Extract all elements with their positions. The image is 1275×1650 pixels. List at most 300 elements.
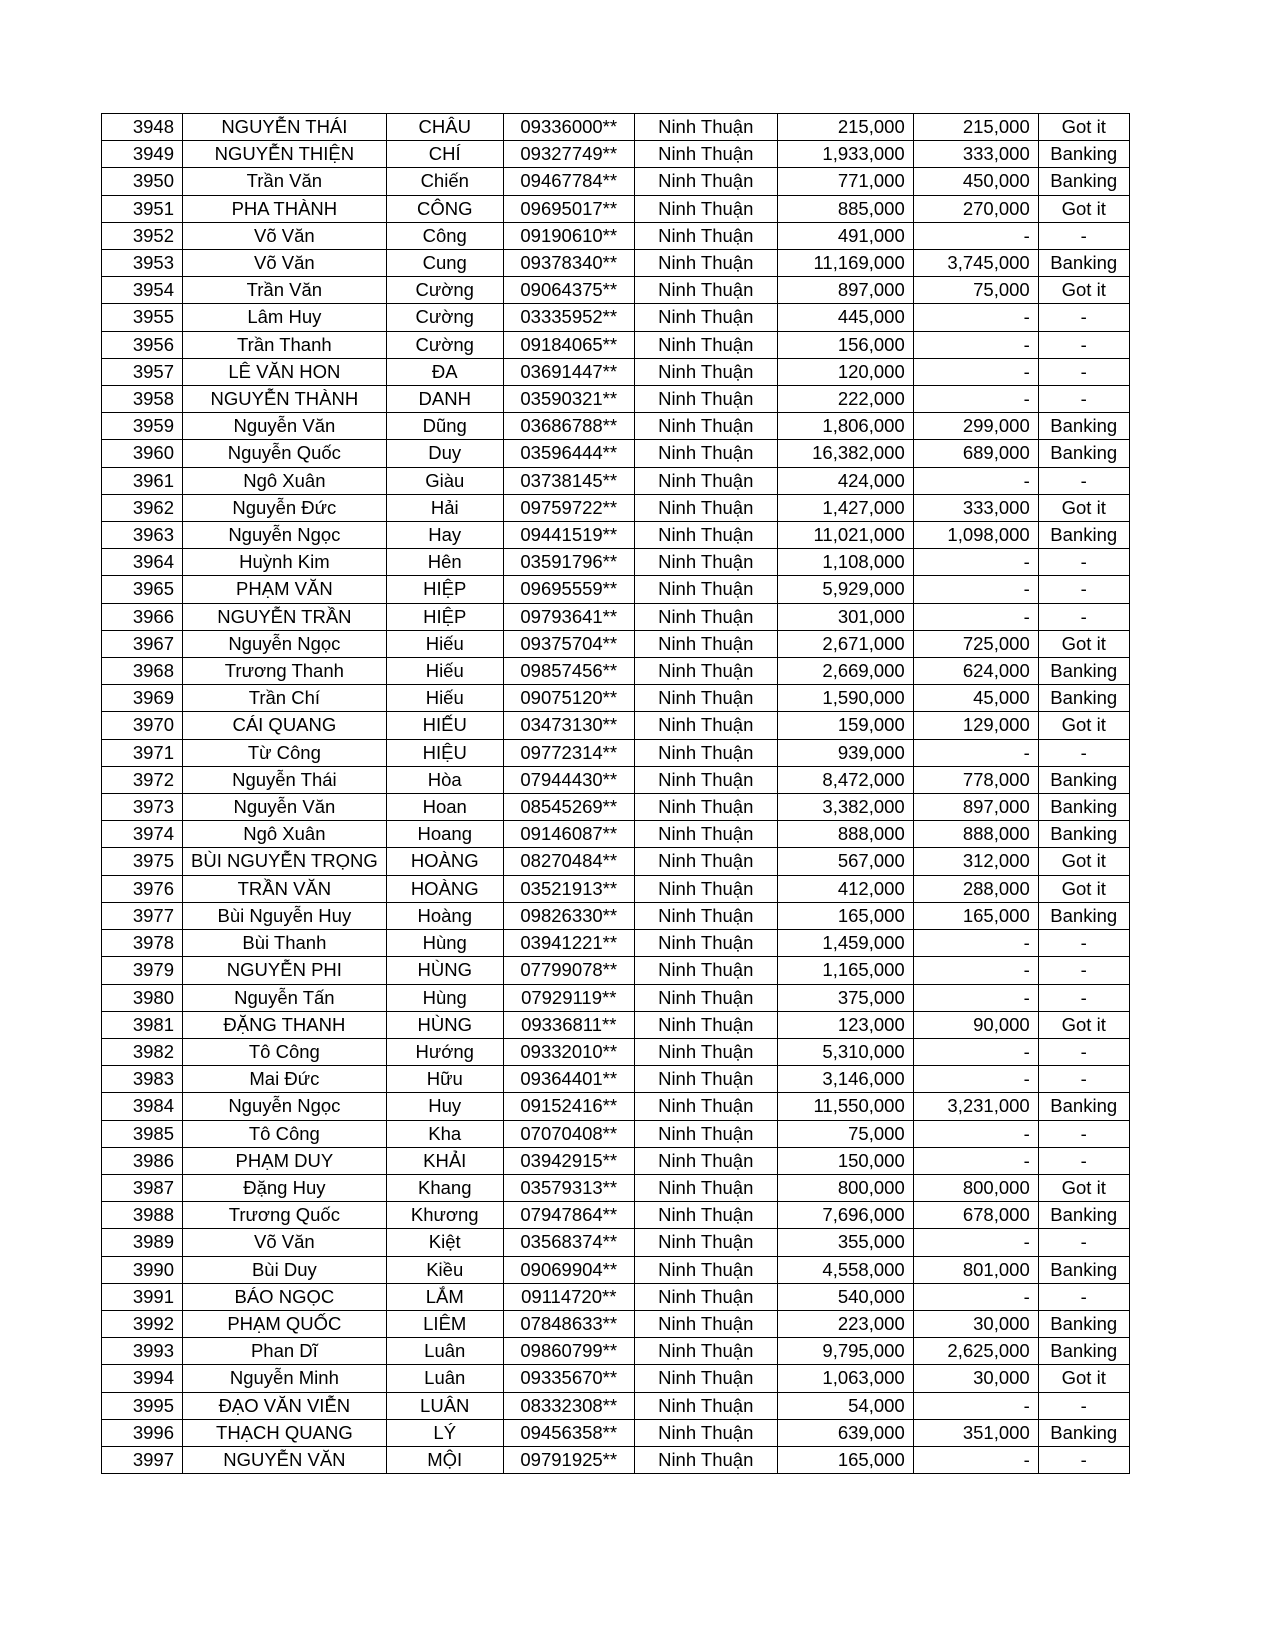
cell-phone: 09695017**: [503, 195, 634, 222]
cell-province: Ninh Thuận: [634, 1093, 777, 1120]
cell-total-amount: 412,000: [777, 875, 913, 902]
cell-payment-method: -: [1038, 957, 1129, 984]
cell-paid-amount: -: [913, 331, 1038, 358]
cell-total-amount: 223,000: [777, 1310, 913, 1337]
cell-phone: 09336000**: [503, 114, 634, 141]
cell-paid-amount: 312,000: [913, 848, 1038, 875]
cell-province: Ninh Thuận: [634, 685, 777, 712]
cell-paid-amount: 288,000: [913, 875, 1038, 902]
table-row: [102, 114, 1130, 141]
table-row: [102, 875, 1130, 902]
cell-phone: 03579313**: [503, 1174, 634, 1201]
cell-last-name: TRẦN VĂN: [183, 875, 387, 902]
cell-province: Ninh Thuận: [634, 522, 777, 549]
cell-id: 3957: [102, 358, 183, 385]
cell-paid-amount: -: [913, 1392, 1038, 1419]
cell-first-name: Giàu: [386, 467, 503, 494]
cell-first-name: Khang: [386, 1174, 503, 1201]
cell-total-amount: 156,000: [777, 331, 913, 358]
cell-paid-amount: 333,000: [913, 494, 1038, 521]
cell-payment-method: Got it: [1038, 195, 1129, 222]
cell-first-name: Kiệt: [386, 1229, 503, 1256]
cell-phone: 07944430**: [503, 766, 634, 793]
cell-province: Ninh Thuận: [634, 1066, 777, 1093]
cell-paid-amount: -: [913, 1038, 1038, 1065]
cell-payment-method: Got it: [1038, 1174, 1129, 1201]
cell-total-amount: 123,000: [777, 1011, 913, 1038]
cell-phone: 09378340**: [503, 250, 634, 277]
cell-last-name: Nguyễn Minh: [183, 1365, 387, 1392]
cell-last-name: Trần Văn: [183, 168, 387, 195]
cell-last-name: Nguyễn Quốc: [183, 440, 387, 467]
cell-phone: 03568374**: [503, 1229, 634, 1256]
cell-first-name: Hay: [386, 522, 503, 549]
cell-province: Ninh Thuận: [634, 930, 777, 957]
cell-id: 3974: [102, 821, 183, 848]
cell-id: 3990: [102, 1256, 183, 1283]
cell-total-amount: 5,310,000: [777, 1038, 913, 1065]
cell-province: Ninh Thuận: [634, 1419, 777, 1446]
cell-first-name: Luân: [386, 1365, 503, 1392]
cell-id: 3970: [102, 712, 183, 739]
table-row: [102, 168, 1130, 195]
cell-last-name: Nguyễn Thái: [183, 766, 387, 793]
cell-last-name: Nguyễn Ngọc: [183, 522, 387, 549]
cell-last-name: Nguyễn Đức: [183, 494, 387, 521]
cell-total-amount: 1,427,000: [777, 494, 913, 521]
cell-total-amount: 1,933,000: [777, 141, 913, 168]
cell-id: 3994: [102, 1365, 183, 1392]
cell-payment-method: Banking: [1038, 1202, 1129, 1229]
cell-first-name: Hên: [386, 549, 503, 576]
cell-phone: 09772314**: [503, 739, 634, 766]
cell-phone: 09069904**: [503, 1256, 634, 1283]
table-row: [102, 1202, 1130, 1229]
cell-first-name: Huy: [386, 1093, 503, 1120]
cell-first-name: HOÀNG: [386, 875, 503, 902]
table-row: [102, 1419, 1130, 1446]
cell-payment-method: Got it: [1038, 1365, 1129, 1392]
cell-last-name: Từ Công: [183, 739, 387, 766]
cell-phone: 03335952**: [503, 304, 634, 331]
cell-payment-method: Got it: [1038, 1011, 1129, 1038]
cell-total-amount: 11,550,000: [777, 1093, 913, 1120]
cell-total-amount: 165,000: [777, 902, 913, 929]
table-row: [102, 467, 1130, 494]
cell-id: 3949: [102, 141, 183, 168]
cell-total-amount: 375,000: [777, 984, 913, 1011]
cell-province: Ninh Thuận: [634, 848, 777, 875]
cell-total-amount: 540,000: [777, 1283, 913, 1310]
cell-payment-method: Banking: [1038, 794, 1129, 821]
cell-phone: 09375704**: [503, 630, 634, 657]
cell-last-name: Bùi Thanh: [183, 930, 387, 957]
cell-province: Ninh Thuận: [634, 1202, 777, 1229]
table-row: [102, 712, 1130, 739]
cell-paid-amount: 30,000: [913, 1365, 1038, 1392]
cell-total-amount: 165,000: [777, 1446, 913, 1473]
cell-phone: 03521913**: [503, 875, 634, 902]
cell-first-name: Hoang: [386, 821, 503, 848]
cell-phone: 07799078**: [503, 957, 634, 984]
cell-payment-method: -: [1038, 1066, 1129, 1093]
cell-id: 3962: [102, 494, 183, 521]
cell-phone: 03590321**: [503, 386, 634, 413]
cell-phone: 09759722**: [503, 494, 634, 521]
cell-first-name: LÝ: [386, 1419, 503, 1446]
cell-province: Ninh Thuận: [634, 1229, 777, 1256]
cell-id: 3958: [102, 386, 183, 413]
cell-payment-method: -: [1038, 304, 1129, 331]
cell-first-name: Hiếu: [386, 685, 503, 712]
cell-last-name: PHẠM QUỐC: [183, 1310, 387, 1337]
cell-paid-amount: -: [913, 222, 1038, 249]
cell-province: Ninh Thuận: [634, 168, 777, 195]
cell-last-name: ĐẶNG THANH: [183, 1011, 387, 1038]
cell-province: Ninh Thuận: [634, 902, 777, 929]
cell-paid-amount: 3,745,000: [913, 250, 1038, 277]
cell-total-amount: 491,000: [777, 222, 913, 249]
cell-last-name: Trần Chí: [183, 685, 387, 712]
cell-id: 3964: [102, 549, 183, 576]
table-row: [102, 739, 1130, 766]
cell-last-name: Huỳnh Kim: [183, 549, 387, 576]
cell-id: 3959: [102, 413, 183, 440]
cell-last-name: Bùi Duy: [183, 1256, 387, 1283]
cell-total-amount: 1,063,000: [777, 1365, 913, 1392]
cell-last-name: Ngô Xuân: [183, 467, 387, 494]
cell-first-name: Hoan: [386, 794, 503, 821]
cell-phone: 03686788**: [503, 413, 634, 440]
cell-id: 3972: [102, 766, 183, 793]
table-row: [102, 195, 1130, 222]
table-row: [102, 957, 1130, 984]
cell-province: Ninh Thuận: [634, 494, 777, 521]
cell-last-name: Lâm Huy: [183, 304, 387, 331]
cell-last-name: Tô Công: [183, 1038, 387, 1065]
cell-province: Ninh Thuận: [634, 1256, 777, 1283]
cell-payment-method: Banking: [1038, 250, 1129, 277]
cell-province: Ninh Thuận: [634, 1011, 777, 1038]
cell-payment-method: -: [1038, 1038, 1129, 1065]
cell-paid-amount: 725,000: [913, 630, 1038, 657]
cell-total-amount: 567,000: [777, 848, 913, 875]
cell-first-name: HOÀNG: [386, 848, 503, 875]
cell-paid-amount: 897,000: [913, 794, 1038, 821]
cell-id: 3985: [102, 1120, 183, 1147]
cell-paid-amount: 129,000: [913, 712, 1038, 739]
cell-last-name: Ngô Xuân: [183, 821, 387, 848]
cell-id: 3996: [102, 1419, 183, 1446]
cell-phone: 03942915**: [503, 1147, 634, 1174]
cell-phone: 07848633**: [503, 1310, 634, 1337]
cell-payment-method: Got it: [1038, 114, 1129, 141]
cell-total-amount: 150,000: [777, 1147, 913, 1174]
cell-last-name: PHẠM DUY: [183, 1147, 387, 1174]
cell-total-amount: 445,000: [777, 304, 913, 331]
cell-first-name: Hướng: [386, 1038, 503, 1065]
cell-phone: 03473130**: [503, 712, 634, 739]
cell-id: 3976: [102, 875, 183, 902]
table-row: [102, 1446, 1130, 1473]
cell-province: Ninh Thuận: [634, 358, 777, 385]
cell-province: Ninh Thuận: [634, 549, 777, 576]
table-row: [102, 440, 1130, 467]
cell-payment-method: -: [1038, 1229, 1129, 1256]
cell-payment-method: -: [1038, 1120, 1129, 1147]
cell-payment-method: Banking: [1038, 766, 1129, 793]
cell-payment-method: Banking: [1038, 1338, 1129, 1365]
cell-total-amount: 75,000: [777, 1120, 913, 1147]
cell-last-name: Võ Văn: [183, 222, 387, 249]
cell-province: Ninh Thuận: [634, 1310, 777, 1337]
cell-last-name: Mai Đức: [183, 1066, 387, 1093]
cell-paid-amount: -: [913, 957, 1038, 984]
cell-paid-amount: 1,098,000: [913, 522, 1038, 549]
cell-payment-method: -: [1038, 930, 1129, 957]
cell-province: Ninh Thuận: [634, 1038, 777, 1065]
cell-first-name: Hùng: [386, 930, 503, 957]
cell-phone: 09064375**: [503, 277, 634, 304]
cell-id: 3963: [102, 522, 183, 549]
cell-last-name: NGUYỄN PHI: [183, 957, 387, 984]
cell-province: Ninh Thuận: [634, 712, 777, 739]
cell-total-amount: 11,021,000: [777, 522, 913, 549]
cell-id: 3955: [102, 304, 183, 331]
cell-total-amount: 939,000: [777, 739, 913, 766]
cell-id: 3975: [102, 848, 183, 875]
table-row: [102, 494, 1130, 521]
cell-first-name: Dũng: [386, 413, 503, 440]
cell-payment-method: Banking: [1038, 1256, 1129, 1283]
cell-province: Ninh Thuận: [634, 304, 777, 331]
cell-paid-amount: -: [913, 358, 1038, 385]
cell-phone: 07929119**: [503, 984, 634, 1011]
cell-phone: 09441519**: [503, 522, 634, 549]
cell-first-name: Hoàng: [386, 902, 503, 929]
cell-province: Ninh Thuận: [634, 875, 777, 902]
cell-province: Ninh Thuận: [634, 1147, 777, 1174]
cell-paid-amount: -: [913, 386, 1038, 413]
table-row: [102, 1174, 1130, 1201]
cell-phone: 09184065**: [503, 331, 634, 358]
cell-total-amount: 54,000: [777, 1392, 913, 1419]
cell-first-name: DANH: [386, 386, 503, 413]
table-row: [102, 1283, 1130, 1310]
cell-province: Ninh Thuận: [634, 195, 777, 222]
cell-total-amount: 3,382,000: [777, 794, 913, 821]
table-row: [102, 603, 1130, 630]
cell-province: Ninh Thuận: [634, 331, 777, 358]
cell-total-amount: 8,472,000: [777, 766, 913, 793]
cell-first-name: Hữu: [386, 1066, 503, 1093]
cell-last-name: THẠCH QUANG: [183, 1419, 387, 1446]
cell-paid-amount: -: [913, 603, 1038, 630]
cell-total-amount: 159,000: [777, 712, 913, 739]
table-row: [102, 1338, 1130, 1365]
cell-paid-amount: 801,000: [913, 1256, 1038, 1283]
cell-province: Ninh Thuận: [634, 1392, 777, 1419]
cell-first-name: Khương: [386, 1202, 503, 1229]
cell-first-name: Kha: [386, 1120, 503, 1147]
cell-last-name: NGUYỄN THIỆN: [183, 141, 387, 168]
table-row: [102, 304, 1130, 331]
cell-total-amount: 9,795,000: [777, 1338, 913, 1365]
cell-phone: 09860799**: [503, 1338, 634, 1365]
cell-payment-method: -: [1038, 549, 1129, 576]
cell-total-amount: 355,000: [777, 1229, 913, 1256]
cell-payment-method: Got it: [1038, 848, 1129, 875]
cell-id: 3951: [102, 195, 183, 222]
cell-payment-method: Got it: [1038, 712, 1129, 739]
cell-province: Ninh Thuận: [634, 413, 777, 440]
cell-payment-method: -: [1038, 984, 1129, 1011]
cell-payment-method: Banking: [1038, 1093, 1129, 1120]
cell-province: Ninh Thuận: [634, 658, 777, 685]
cell-id: 3953: [102, 250, 183, 277]
cell-total-amount: 885,000: [777, 195, 913, 222]
cell-phone: 08545269**: [503, 794, 634, 821]
cell-last-name: LÊ VĂN HON: [183, 358, 387, 385]
cell-id: 3997: [102, 1446, 183, 1473]
cell-paid-amount: 165,000: [913, 902, 1038, 929]
cell-phone: 09075120**: [503, 685, 634, 712]
table-row: [102, 141, 1130, 168]
cell-total-amount: 897,000: [777, 277, 913, 304]
cell-phone: 09146087**: [503, 821, 634, 848]
cell-province: Ninh Thuận: [634, 739, 777, 766]
cell-total-amount: 1,590,000: [777, 685, 913, 712]
cell-phone: 07947864**: [503, 1202, 634, 1229]
cell-last-name: Nguyễn Văn: [183, 794, 387, 821]
table-row: [102, 413, 1130, 440]
cell-province: Ninh Thuận: [634, 1120, 777, 1147]
cell-province: Ninh Thuận: [634, 984, 777, 1011]
cell-payment-method: -: [1038, 331, 1129, 358]
cell-last-name: PHA THÀNH: [183, 195, 387, 222]
cell-total-amount: 771,000: [777, 168, 913, 195]
table-row: [102, 1392, 1130, 1419]
cell-paid-amount: -: [913, 1446, 1038, 1473]
cell-phone: 09793641**: [503, 603, 634, 630]
table-row: [102, 576, 1130, 603]
cell-province: Ninh Thuận: [634, 250, 777, 277]
table-row: [102, 250, 1130, 277]
cell-last-name: Trương Quốc: [183, 1202, 387, 1229]
cell-first-name: HIỆU: [386, 739, 503, 766]
cell-province: Ninh Thuận: [634, 277, 777, 304]
table-row: [102, 277, 1130, 304]
table-row: [102, 658, 1130, 685]
cell-paid-amount: -: [913, 1283, 1038, 1310]
cell-first-name: MỘI: [386, 1446, 503, 1473]
cell-province: Ninh Thuận: [634, 1283, 777, 1310]
cell-payment-method: Banking: [1038, 902, 1129, 929]
cell-paid-amount: 888,000: [913, 821, 1038, 848]
cell-total-amount: 4,558,000: [777, 1256, 913, 1283]
cell-total-amount: 11,169,000: [777, 250, 913, 277]
cell-payment-method: Banking: [1038, 522, 1129, 549]
cell-id: 3988: [102, 1202, 183, 1229]
cell-province: Ninh Thuận: [634, 114, 777, 141]
cell-id: 3952: [102, 222, 183, 249]
cell-phone: 07070408**: [503, 1120, 634, 1147]
cell-first-name: Luân: [386, 1338, 503, 1365]
cell-phone: 09114720**: [503, 1283, 634, 1310]
cell-phone: 03941221**: [503, 930, 634, 957]
table-row: [102, 902, 1130, 929]
cell-paid-amount: 45,000: [913, 685, 1038, 712]
cell-payment-method: -: [1038, 358, 1129, 385]
cell-province: Ninh Thuận: [634, 222, 777, 249]
table-row: [102, 522, 1130, 549]
cell-id: 3961: [102, 467, 183, 494]
table-row: [102, 984, 1130, 1011]
cell-phone: 09791925**: [503, 1446, 634, 1473]
cell-phone: 09190610**: [503, 222, 634, 249]
cell-payment-method: Got it: [1038, 277, 1129, 304]
cell-paid-amount: -: [913, 984, 1038, 1011]
cell-paid-amount: 2,625,000: [913, 1338, 1038, 1365]
cell-first-name: Cường: [386, 277, 503, 304]
cell-paid-amount: -: [913, 1147, 1038, 1174]
cell-first-name: Duy: [386, 440, 503, 467]
cell-paid-amount: -: [913, 549, 1038, 576]
cell-first-name: HÙNG: [386, 1011, 503, 1038]
cell-id: 3980: [102, 984, 183, 1011]
cell-last-name: Bùi Nguyễn Huy: [183, 902, 387, 929]
cell-last-name: BÁO NGỌC: [183, 1283, 387, 1310]
cell-last-name: Trương Thanh: [183, 658, 387, 685]
cell-payment-method: -: [1038, 222, 1129, 249]
cell-payment-method: -: [1038, 603, 1129, 630]
cell-first-name: Hiếu: [386, 630, 503, 657]
cell-paid-amount: -: [913, 467, 1038, 494]
table-row: [102, 848, 1130, 875]
cell-phone: 08270484**: [503, 848, 634, 875]
cell-payment-method: Banking: [1038, 440, 1129, 467]
cell-paid-amount: 778,000: [913, 766, 1038, 793]
cell-payment-method: -: [1038, 1147, 1129, 1174]
cell-phone: 09695559**: [503, 576, 634, 603]
cell-last-name: Võ Văn: [183, 1229, 387, 1256]
cell-paid-amount: 351,000: [913, 1419, 1038, 1446]
cell-id: 3993: [102, 1338, 183, 1365]
cell-last-name: Võ Văn: [183, 250, 387, 277]
table-row: [102, 1038, 1130, 1065]
table-row: [102, 1365, 1130, 1392]
cell-paid-amount: 90,000: [913, 1011, 1038, 1038]
cell-first-name: KHẢI: [386, 1147, 503, 1174]
cell-payment-method: Got it: [1038, 494, 1129, 521]
cell-payment-method: -: [1038, 467, 1129, 494]
cell-id: 3950: [102, 168, 183, 195]
cell-payment-method: -: [1038, 386, 1129, 413]
cell-total-amount: 2,671,000: [777, 630, 913, 657]
cell-phone: 09335670**: [503, 1365, 634, 1392]
cell-province: Ninh Thuận: [634, 386, 777, 413]
table-row: [102, 1147, 1130, 1174]
table-row: [102, 1093, 1130, 1120]
table-row: [102, 386, 1130, 413]
table-row: [102, 821, 1130, 848]
cell-last-name: NGUYỄN THÀNH: [183, 386, 387, 413]
cell-paid-amount: -: [913, 576, 1038, 603]
cell-total-amount: 215,000: [777, 114, 913, 141]
cell-last-name: Tô Công: [183, 1120, 387, 1147]
cell-last-name: Trần Thanh: [183, 331, 387, 358]
cell-id: 3971: [102, 739, 183, 766]
